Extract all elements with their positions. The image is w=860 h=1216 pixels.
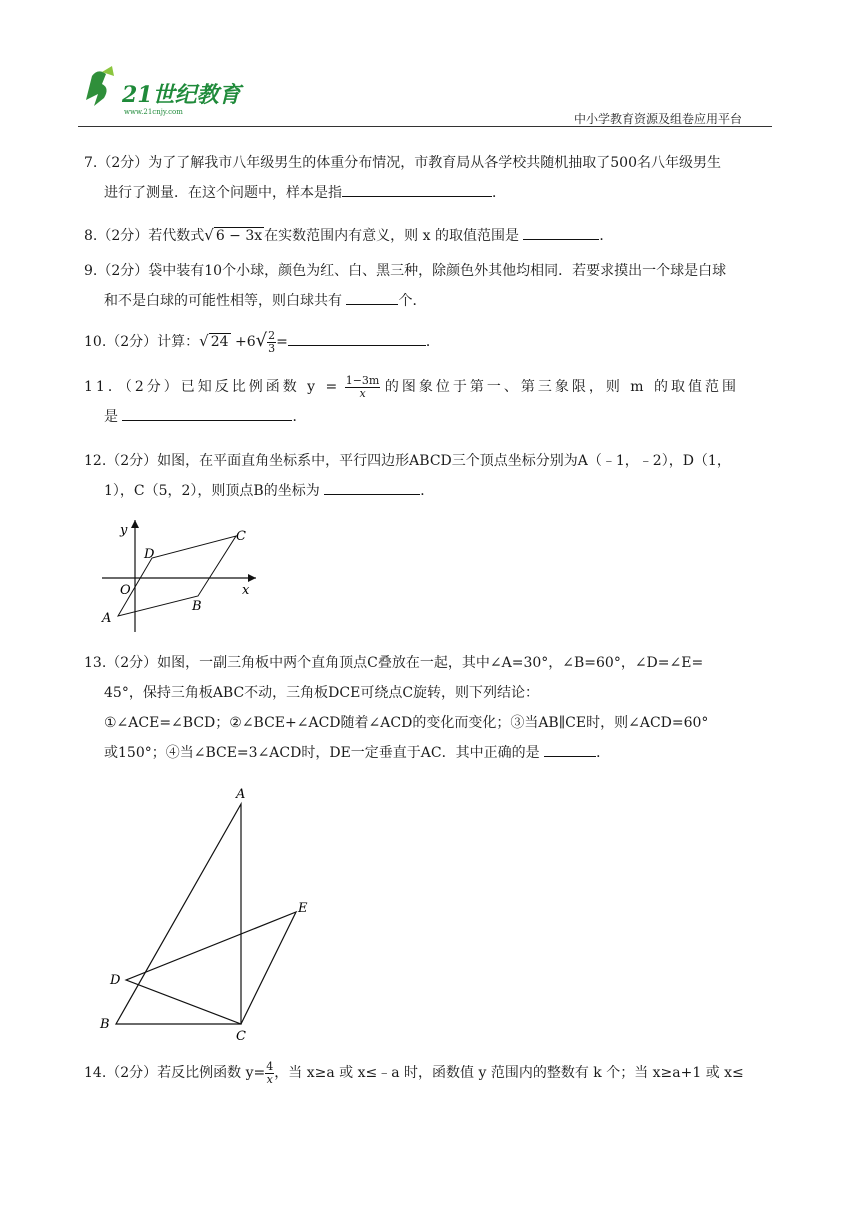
q13-line2: 45°，保持三角板ABC不动，三角板DCE可绕点C旋转，则下列结论：	[104, 685, 540, 701]
q10-period: ．	[425, 334, 440, 350]
answer-blank-13[interactable]	[544, 740, 596, 757]
q10-fraction: $\frac{2}{3}$	[268, 328, 276, 355]
q14-fraction: $\frac{4}{x}$	[266, 1059, 274, 1086]
q12-period: ．	[420, 483, 435, 499]
q14-prefix: 14.（2分）若反比例函数 y=	[84, 1065, 266, 1081]
q13-text: 或150°；④当∠BCE=3∠ACD时，DE一定垂直于AC．其中正确的是	[104, 745, 540, 761]
q14-suffix: ，当 x≥a 或 x≤﹣a 时，函数值 y 范围内的整数有 k 个；当 x≥a+1 或 x≤	[274, 1065, 744, 1081]
figure-12-coordinate-plane	[100, 516, 260, 634]
figure-13-triangles	[96, 784, 326, 1044]
answer-blank-7[interactable]	[342, 180, 492, 197]
q12-line2	[84, 476, 784, 506]
question-8: 8.（2分）若代数式√ 6 − 3x 在实数范围内有意义，则 x 的取值范围是 ．	[84, 220, 784, 251]
q13-line1: 13.（2分）如图，一副三角板中两个直角顶点C叠放在一起，其中∠A=30°，∠B=60°，∠D=∠E=	[84, 655, 704, 671]
fig13-point-c: C	[236, 1029, 246, 1044]
q10-equals: =	[276, 334, 288, 350]
q8-radicand: 6 − 3x	[215, 228, 263, 244]
q9-line2	[84, 286, 784, 316]
question-14	[84, 1058, 784, 1088]
answer-blank-10[interactable]	[288, 329, 426, 346]
q8-suffix: 在实数范围内有意义，则 x 的取值范围是	[264, 228, 519, 244]
fig12-y-label: y	[120, 523, 128, 538]
question-12	[84, 446, 784, 506]
q12-line1: 12.（2分）如图，在平面直角坐标系中，平行四边形ABCD三个顶点坐标分别为A（﹣1，﹣2），D（1，	[84, 453, 731, 469]
q8-period: ．	[599, 228, 614, 244]
question-11	[84, 372, 784, 432]
answer-blank-8[interactable]	[523, 223, 599, 240]
q11-line2-text: 是	[104, 409, 118, 425]
q7-text: 进行了测量．在这个问题中，样本是指	[104, 185, 342, 201]
logo-21cnjy	[78, 66, 253, 118]
q11-line2	[84, 402, 784, 432]
page-header	[78, 66, 772, 128]
fig13-point-d: D	[110, 973, 121, 988]
q10-plus: +6	[230, 334, 256, 350]
q13-line3: ①∠ACE=∠BCD；②∠BCE+∠ACD随着∠ACD的变化而变化；③当AB∥CE时，则∠ACD=60°	[104, 715, 709, 731]
logo-url: www.21cnjy.com	[124, 108, 183, 116]
q9-suffix: 个．	[398, 293, 427, 309]
fig12-x-label: x	[242, 583, 250, 598]
q9-text: 和不是白球的可能性相等，则白球共有	[104, 293, 342, 309]
answer-blank-9[interactable]	[346, 288, 398, 305]
fig13-point-b: B	[100, 1017, 110, 1032]
fig12-point-b: B	[192, 599, 202, 614]
q11-prefix: 11．（2分）已知反比例函数 y =	[84, 379, 341, 395]
answer-blank-11[interactable]	[122, 404, 292, 421]
fig12-point-d: D	[144, 547, 155, 562]
q10-prefix: 10.（2分）计算：	[84, 334, 200, 350]
fig12-point-a: A	[102, 611, 112, 626]
q11-line1	[84, 372, 784, 402]
q11-period: ．	[292, 409, 307, 425]
fig13-point-e: E	[298, 901, 308, 916]
q11-fraction: $\frac{1-3m}{x}$	[345, 373, 380, 400]
q8-prefix: 8.（2分）若代数式	[84, 228, 205, 244]
q9-line1: 9.（2分）袋中装有10个小球，颜色为红、白、黑三种，除颜色外其他均相同．若要求摸出一个球是白球	[84, 263, 727, 279]
answer-blank-12[interactable]	[324, 478, 420, 495]
fig12-point-c: C	[236, 529, 246, 544]
logo-text: 21世纪教育	[122, 82, 241, 108]
question-10: 10.（2分）计算：√ 24 +6√ $\frac{2}{3}$ = ．	[84, 328, 440, 355]
q7-line1: 7.（2分）为了了解我市八年级男生的体重分布情况，市教育局从各学校共随机抽取了500名八年级男生	[84, 155, 721, 171]
fig13-point-a: A	[236, 787, 246, 802]
q11-suffix: 的图象位于第一、第三象限，则 m 的取值范围	[384, 379, 740, 395]
question-13	[84, 648, 784, 768]
q7-period: ．	[492, 185, 506, 201]
q10-radicand: 24	[210, 334, 229, 350]
fig12-origin-label: O	[120, 583, 131, 598]
q13-line4	[84, 738, 784, 768]
header-divider	[78, 126, 772, 127]
question-7	[84, 148, 784, 208]
q7-line2	[84, 178, 784, 208]
q12-text: 1），C（5，2），则顶点B的坐标为	[104, 483, 320, 499]
q13-period: ．	[596, 745, 611, 761]
question-9	[84, 256, 784, 316]
platform-name: 中小学教育资源及组卷应用平台	[573, 112, 742, 126]
